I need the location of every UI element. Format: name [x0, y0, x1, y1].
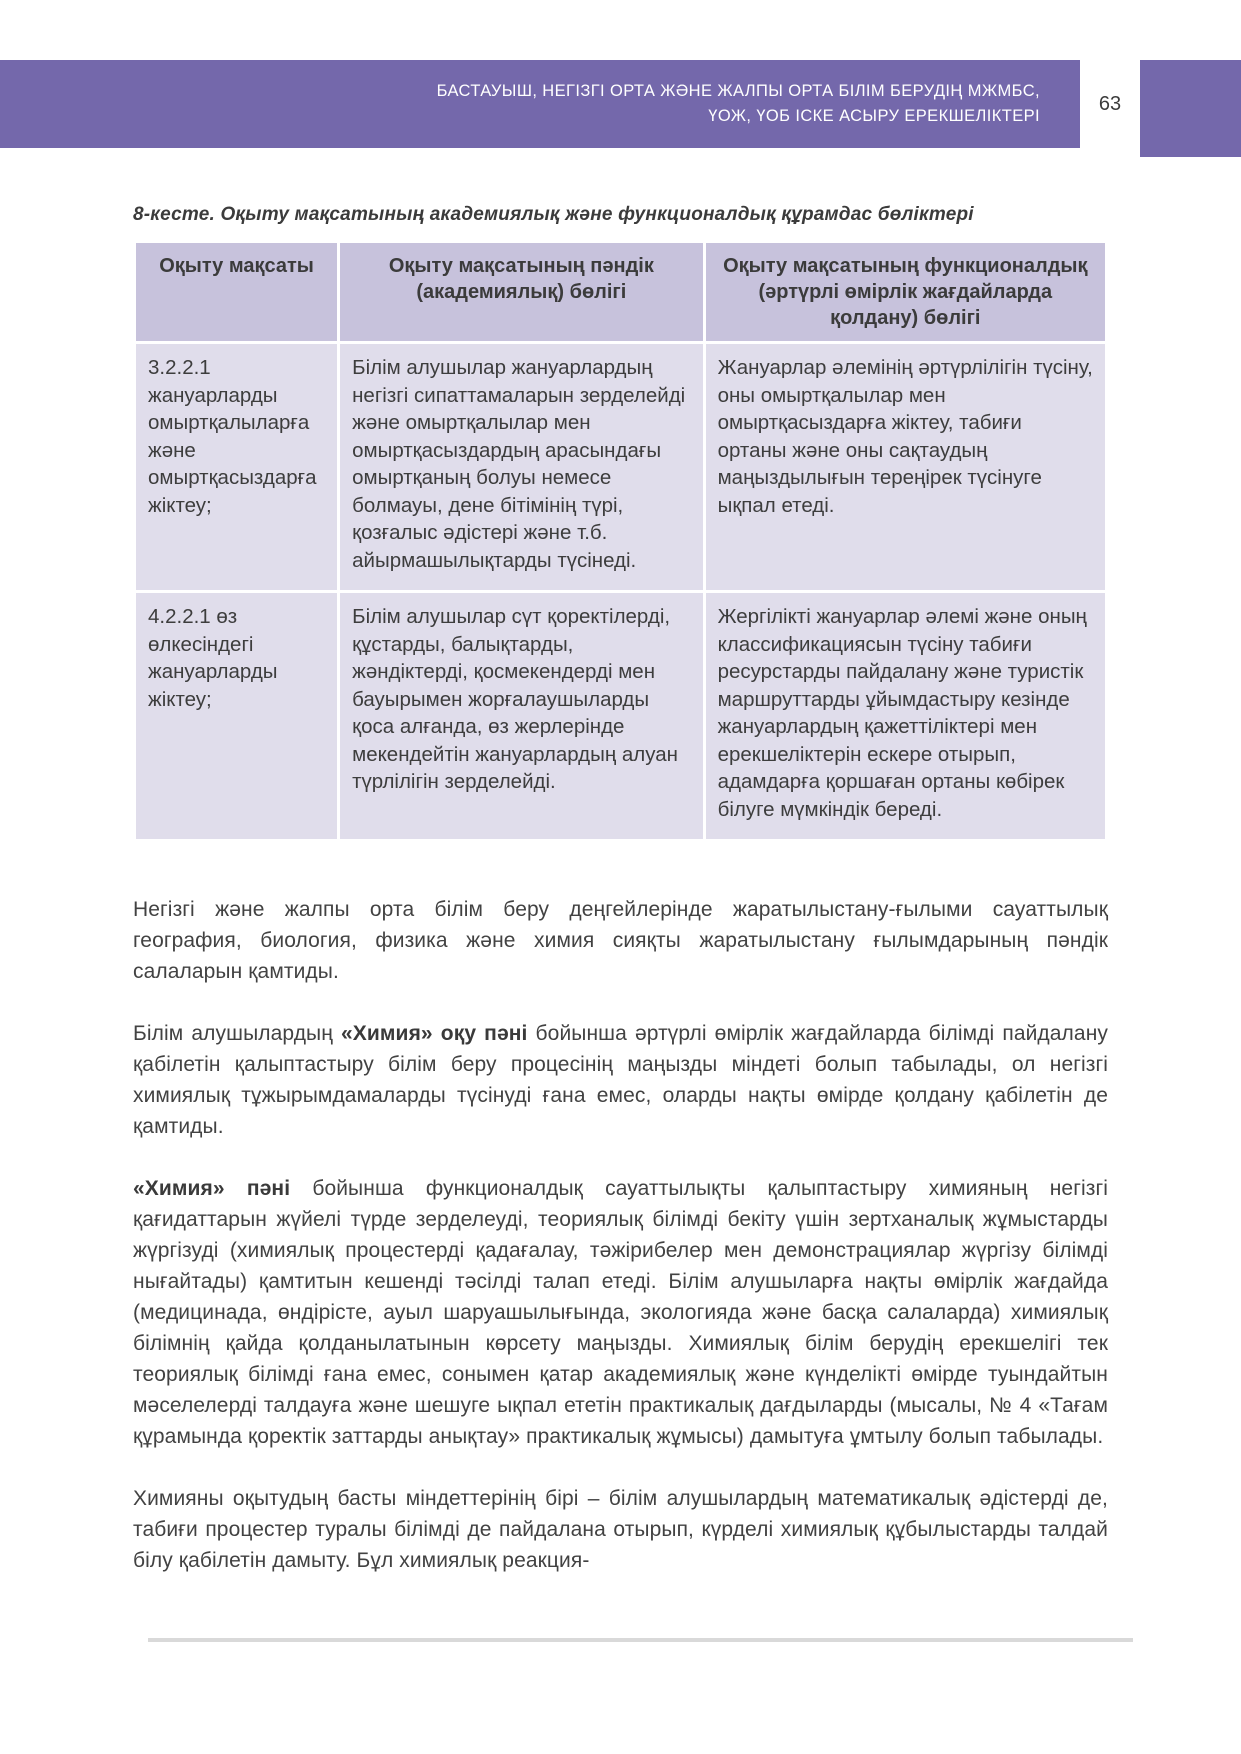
- learning-goals-table: [133, 240, 1108, 842]
- header-cell-functional: Оқыту мақсатының функционалдық (әртүрлі өмірлік жағдайларда қолдану) бөлігі: [704, 242, 1106, 343]
- cell-goal-2: 4.2.2.1 өз өлкесіндегі жануарларды жіктеу;: [135, 592, 339, 841]
- header-title-line-1: БАСТАУЫШ, НЕГІЗГІ ОРТА ЖӘНЕ ЖАЛПЫ ОРТА БІЛІМ БЕРУДІҢ МЖМБС,: [436, 82, 1040, 100]
- text-run: бойынша функционалдық сауаттылықты қалыптастыру химияның негізгі қағидаттарын жүйелі түрде зерделеуді, теориялық білімді бекіту үшін зертханалық жұмыстарды жүргізуді (химиялық процестерді қадағалау, тәжірибелер мен демонстрациялар жүргізу білімді нығайтады) қамтитын кешенді тәсілді талап етеді. Білім алушыларға нақты өмірлік жағдайда (медицинада, өндірісте, ауыл шаруашылығында, экологияда және басқа салаларда) химиялық білімнің қайда қолданылатынын көрсету маңызды. Химиялық білім берудің ерекшелігі тек теориялық білімді ғана емес, сонымен қатар академиялық және күнделікті өмірде туындайтын мәселелерді талдауға және шешуге ықпал ететін практикалық дағдыларды (мысалы, № 4 «Тағам құрамында қоректік заттарды анықтау» практикалық жұмысы) дамытуға ұмтылу болып табылады.: [133, 1177, 1108, 1448]
- cell-functional-2: Жергілікті жануарлар әлемі және оның классификациясын түсіну табиғи ресурстарды пайдалану және туристік маршруттарды ұйымдастыру кезінде жануарлардың қажеттіліктері мен ерекшеліктерін ескере отырып, адамдарға қоршаған ортаны көбірек білуге мүмкіндік береді.: [704, 592, 1106, 841]
- header-cell-goal: Оқыту мақсаты: [135, 242, 339, 343]
- cell-academic-1: Білім алушылар жануарлардың негізгі сипаттамаларын зерделейді және омыртқалылар мен омыртқасыздардың арасындағы омыртқаның болуы немесе болмауы, дене бітімінің түрі, қозғалыс әдістері және т.б. айырмашылықтарды түсінеді.: [339, 343, 704, 592]
- footer-divider-line: [148, 1638, 1133, 1642]
- content-column: [133, 204, 1108, 1607]
- cell-academic-2: Білім алушылар сүт қоректілерді, құстарды, балықтарды, жәндіктерді, қосмекендерді мен бауырымен жорғалаушыларды қоса алғанда, өз жерлерінде мекендейтін жануарлардың алуан түрлілігін зерделейді.: [339, 592, 704, 841]
- cell-functional-1: Жануарлар әлемінің әртүрлілігін түсіну, оны омыртқалылар мен омыртқасыздарға жіктеу, табиғи ортаны және оны сақтаудың маңыздылығын тереңірек түсінуге ықпал етеді.: [704, 343, 1106, 592]
- table-header-row: [135, 242, 1107, 343]
- paragraph-1: Негізгі және жалпы орта білім беру деңгейлерінде жаратылыстану-ғылыми сауаттылық география, биология, физика және химия сияқты жаратылыстану ғылымдарының пәндік салаларын қамтиды.: [133, 898, 1108, 983]
- paragraph-4: Химияны оқытудың басты міндеттерінің бірі – білім алушылардың математикалық әдістерді де, табиғи процестер туралы білімді де пайдалана отырып, күрделі химиялық құбылыстарды талдай білу қабілетін дамыту. Бұл химиялық реакция-: [133, 1487, 1108, 1572]
- page-number: 63: [1098, 92, 1122, 115]
- paragraph-2: [133, 1018, 1108, 1142]
- header-banner: [0, 60, 1080, 148]
- table-row: [135, 343, 1107, 592]
- text-run-bold: «Химия» оқу пәні: [341, 1022, 528, 1045]
- text-run: Білім алушылардың: [133, 1022, 342, 1045]
- table-row: [135, 592, 1107, 841]
- body-text: [133, 894, 1108, 1576]
- paragraph-3: [133, 1173, 1108, 1452]
- cell-goal-1: 3.2.2.1 жануарларды омыртқалыларға және омыртқасыздарға жіктеу;: [135, 343, 339, 592]
- header-corner-block: [1140, 60, 1241, 157]
- header-cell-academic: Оқыту мақсатының пәндік (академиялық) бөлігі: [339, 242, 704, 343]
- table-caption: 8-кесте. Оқыту мақсатының академиялық және функционалдық құрамдас бөліктері: [133, 204, 974, 225]
- text-run-bold: «Химия» пәні: [133, 1177, 291, 1200]
- header-title-line-2: ҮОЖ, ҮОБ ІСКЕ АСЫРУ ЕРЕКШЕЛІКТЕРІ: [708, 107, 1040, 125]
- text-run: бойынша әртүрлі өмірлік жағдайларда білімді пайдалану қабілетін қалыптастыру білім беру процесінің маңызды міндеті болып табылады, ол негізгі химиялық тұжырымдамаларды түсінуді ғана емес, оларды нақты өмірде қолдану қабілетін де қамтиды.: [133, 1022, 1108, 1138]
